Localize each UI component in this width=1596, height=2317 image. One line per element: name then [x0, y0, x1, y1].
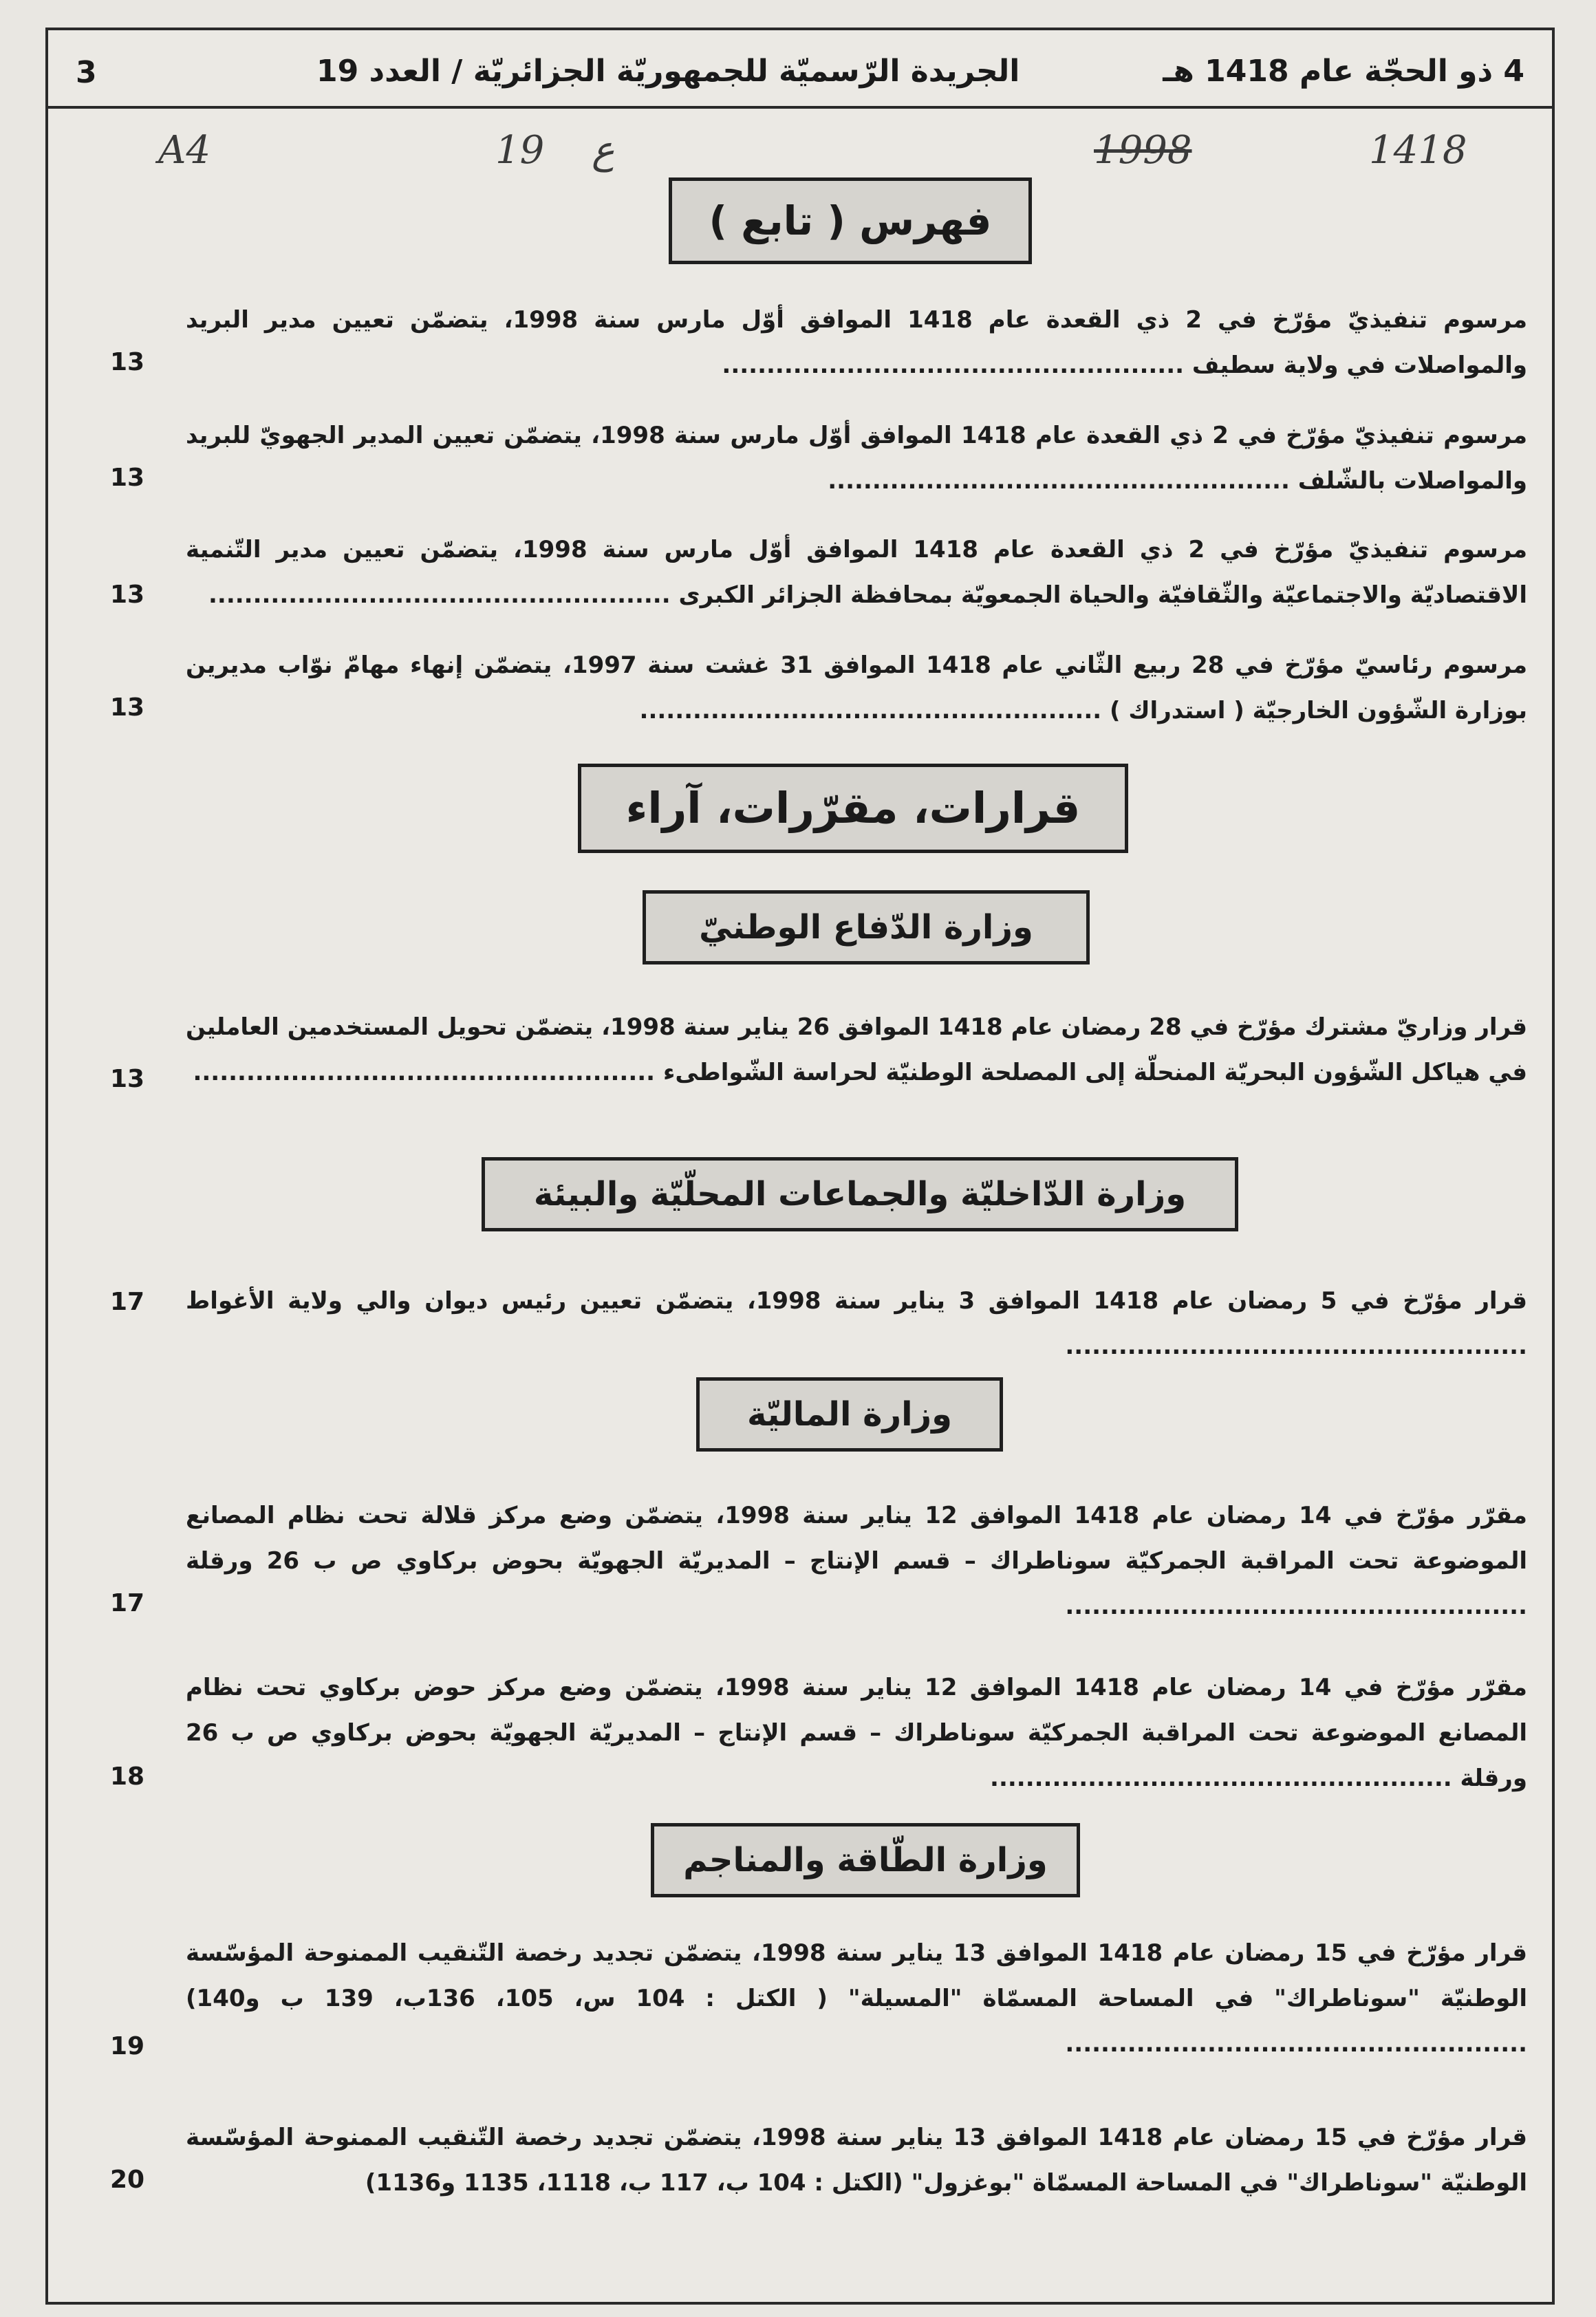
entry-page-number: 20	[110, 2166, 145, 2194]
issue-date: 4 ذو الحجّة عام 1418 هـ	[1163, 54, 1524, 89]
entry-page-number: 13	[110, 1065, 145, 1093]
ministry-heading: وزارة الدّفاع الوطنيّ	[699, 908, 1033, 947]
index-title-box	[669, 177, 1032, 264]
entry-page-number: 17	[110, 1589, 145, 1617]
journal-title: الجريدة الرّسميّة للجمهوريّة الجزائريّة / العدد 19	[316, 54, 1020, 89]
entry-text: مقرّر مؤرّخ في 14 رمضان عام 1418 الموافق 12 يناير سنة 1998، يتضمّن وضع مركز قلالة تحت نظام المصانع الموضوعة تحت المراقبة الجمركيّة سوناطراك – قسم الإنتاج – المديريّة الجهويّة بحوض بركاوي ص ب 26 ورقلة	[186, 1502, 1527, 1575]
index-entry	[186, 527, 1527, 618]
ministry-heading-box	[696, 1377, 1003, 1452]
handwritten-year: 1998	[1094, 128, 1192, 173]
index-entry	[186, 1493, 1527, 1629]
entry-text: قرار مؤرّخ في 15 رمضان عام 1418 الموافق 13 يناير سنة 1998، يتضمّن تجديد رخصة التّنقيب الممنوحة المؤسّسة الوطنيّة "سوناطراك" في المساحة المسمّاة "بوغزول" (الكتل : 104 ب، 117 ب، 1118، 1135 و1136)	[186, 2124, 1527, 2197]
entry-text: مرسوم رئاسيّ مؤرّخ في 28 ربيع الثّاني عام 1418 الموافق 31 غشت سنة 1997، يتضمّن إنهاء مهامّ نوّاب مديرين بوزارة الشّؤون الخارجيّة ( استدراك )	[186, 651, 1527, 724]
dot-leader: ....................................................	[722, 352, 1185, 379]
page-header	[48, 43, 1552, 109]
entry-text: قرار مؤرّخ في 15 رمضان عام 1418 الموافق 13 يناير سنة 1998، يتضمّن تجديد رخصة التّنقيب الممنوحة المؤسّسة الوطنيّة "سوناطراك" في المساحة المسمّاة "المسيلة" ( الكتل : 104 س، 105، 136ب، 139 ب و140)	[186, 1939, 1527, 2012]
ministry-heading: وزارة الدّاخليّة والجماعات المحلّيّة والبيئة	[533, 1175, 1187, 1214]
page-number: 3	[76, 55, 97, 90]
dot-leader: ....................................................	[1065, 1593, 1527, 1620]
entry-page-number: 18	[110, 1763, 145, 1791]
entry-text: مقرّر مؤرّخ في 14 رمضان عام 1418 الموافق 12 يناير سنة 1998، يتضمّن وضع مركز حوض بركاوي تحت نظام المصانع الموضوعة تحت المراقبة الجمركيّة سوناطراك – قسم الإنتاج – المديريّة الجهويّة بحوض بركاوي ص ب 26 ورقلة	[186, 1674, 1527, 1792]
handwritten-letter: ع	[592, 128, 615, 173]
dot-leader: ....................................................	[1065, 2030, 1527, 2058]
index-entry	[186, 1665, 1527, 1801]
entry-text: قرار مؤرّخ في 5 رمضان عام 1418 الموافق 3 يناير سنة 1998، يتضمّن تعيين رئيس ديوان والي ولاية الأغواط	[186, 1287, 1527, 1315]
entry-text: مرسوم تنفيذيّ مؤرّخ في 2 ذي القعدة عام 1418 الموافق أوّل مارس سنة 1998، يتضمّن تعيين المدير الجهويّ للبريد والمواصلات بالشّلف	[186, 422, 1527, 495]
section-title: قرارات، مقرّرات، آراء	[625, 783, 1081, 833]
entry-text: مرسوم تنفيذيّ مؤرّخ في 2 ذي القعدة عام 1418 الموافق أوّل مارس سنة 1998، يتضمّن تعيين مدير البريد والمواصلات في ولاية سطيف	[186, 306, 1528, 379]
section-title-box	[578, 764, 1128, 853]
entry-page-number: 13	[110, 693, 145, 722]
ministry-heading-box	[482, 1157, 1238, 1231]
handwritten-note-left: A4	[158, 128, 211, 173]
ministry-heading: وزارة الماليّة	[746, 1395, 952, 1434]
index-entry	[186, 297, 1527, 388]
entry-page-number: 19	[110, 2032, 145, 2060]
index-entry	[186, 2115, 1527, 2206]
entry-page-number: 13	[110, 464, 145, 492]
index-entry	[186, 1278, 1527, 1369]
index-entry	[186, 643, 1527, 733]
dot-leader: ....................................................	[193, 1059, 656, 1086]
dot-leader: ....................................................	[208, 581, 671, 609]
index-entry	[186, 1004, 1527, 1095]
entry-page-number: 13	[110, 581, 145, 609]
index-entry	[186, 1930, 1527, 2067]
handwritten-hijri-year: 1418	[1369, 128, 1467, 173]
ministry-heading-box	[643, 890, 1090, 964]
entry-text: قرار وزاريّ مشترك مؤرّخ في 28 رمضان عام 1418 الموافق 26 يناير سنة 1998، يتضمّن تحويل المستخدمين العاملين في هياكل الشّؤون البحريّة المنحلّة إلى المصلحة الوطنيّة لحراسة الشّواطىء	[186, 1013, 1527, 1086]
index-entry	[186, 413, 1527, 504]
entry-page-number: 17	[110, 1288, 145, 1316]
ministry-heading-box	[651, 1823, 1080, 1897]
handwritten-issue-number: 19	[495, 128, 545, 173]
index-title: فهرس ( تابع )	[709, 197, 992, 244]
entry-page-number: 13	[110, 348, 145, 376]
dot-leader: ....................................................	[990, 1765, 1452, 1792]
dot-leader: ....................................................	[828, 467, 1290, 495]
dot-leader: ....................................................	[1065, 1333, 1527, 1360]
dot-leader: ....................................................	[639, 697, 1102, 724]
ministry-heading: وزارة الطّاقة والمناجم	[683, 1841, 1048, 1879]
entry-text: مرسوم تنفيذيّ مؤرّخ في 2 ذي القعدة عام 1418 الموافق أوّل مارس سنة 1998، يتضمّن تعيين مدير التّنمية الاقتصاديّة والاجتماعيّة والثّقافيّة والحياة الجمعويّة بمحافظة الجزائر الكبرى	[186, 536, 1528, 609]
